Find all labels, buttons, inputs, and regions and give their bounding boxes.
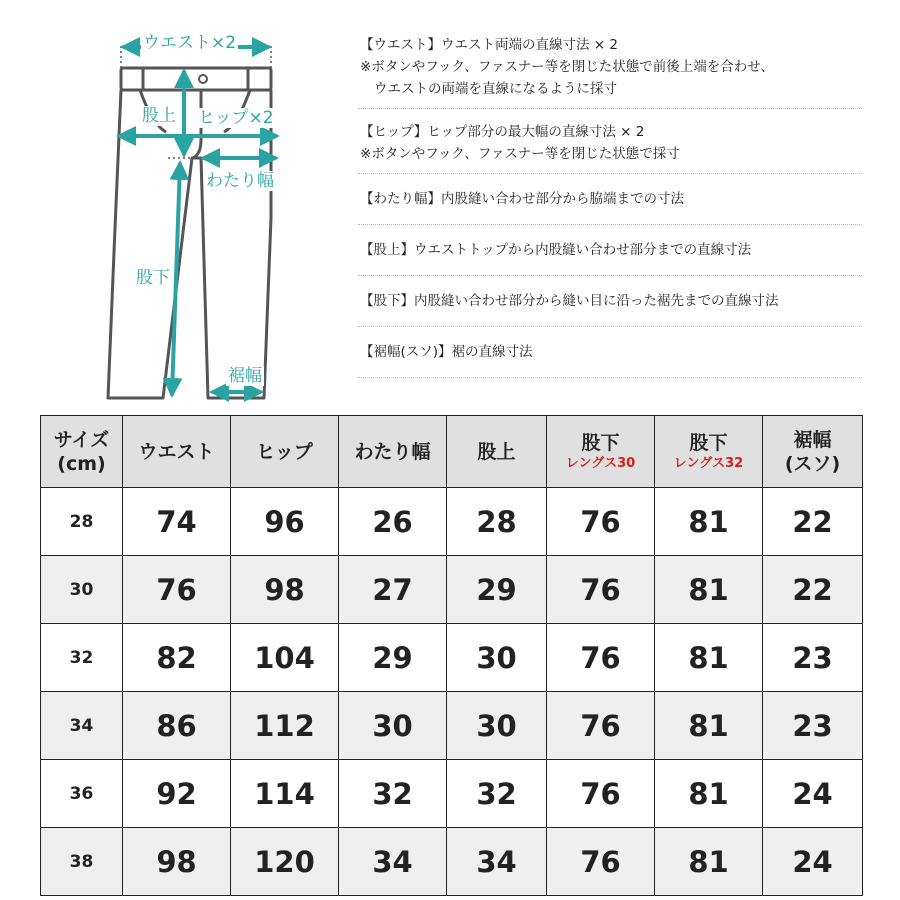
desc-line: ウエストの両端を直線になるように採寸 <box>374 81 617 97</box>
cell-thigh: 34 <box>339 828 447 896</box>
cell-rise: 30 <box>447 624 547 692</box>
cell-size: 34 <box>41 692 123 760</box>
pants-illustration <box>100 28 290 408</box>
desc-line: ※ボタンやフック、ファスナー等を閉じた状態で前後上端を合わせ、 <box>360 59 774 75</box>
header-inseam-32-label: 股下 <box>689 432 728 454</box>
table-body <box>41 488 863 896</box>
desc-waist <box>358 30 862 109</box>
table-row <box>41 488 863 556</box>
header-rise: 股上 <box>447 416 547 488</box>
header-hem <box>763 416 863 488</box>
cell-waist: 98 <box>123 828 231 896</box>
cell-inseam-32: 81 <box>655 828 763 896</box>
cell-hem: 23 <box>763 692 863 760</box>
cell-thigh: 32 <box>339 760 447 828</box>
header-size-label: サイズ <box>53 428 110 451</box>
cell-hip: 114 <box>231 760 339 828</box>
desc-hip <box>358 109 862 174</box>
cell-waist: 92 <box>123 760 231 828</box>
hem-label: 裾幅 <box>228 366 262 386</box>
table-header-row <box>41 416 863 488</box>
table-row <box>41 828 863 896</box>
cell-inseam-30: 76 <box>547 760 655 828</box>
cell-waist: 76 <box>123 556 231 624</box>
cell-size: 38 <box>41 828 123 896</box>
desc-line: ※ボタンやフック、ファスナー等を閉じた状態で採寸 <box>360 146 680 162</box>
cell-inseam-30: 76 <box>547 828 655 896</box>
cell-rise: 34 <box>447 828 547 896</box>
desc-line: 【ウエスト】ウエスト両端の直線寸法 × 2 <box>360 37 618 53</box>
cell-hem: 22 <box>763 556 863 624</box>
cell-waist: 74 <box>123 488 231 556</box>
cell-hem: 24 <box>763 828 863 896</box>
desc-hem <box>358 327 862 378</box>
header-thigh: わたり幅 <box>339 416 447 488</box>
cell-size: 36 <box>41 760 123 828</box>
cell-rise: 29 <box>447 556 547 624</box>
inseam-label: 股下 <box>136 268 170 288</box>
waist-label: ウエスト×2 <box>143 33 237 53</box>
header-inseam-30-label: 股下 <box>581 432 620 454</box>
cell-inseam-32: 81 <box>655 760 763 828</box>
desc-inseam <box>358 276 862 327</box>
cell-thigh: 30 <box>339 692 447 760</box>
cell-inseam-32: 81 <box>655 692 763 760</box>
cell-inseam-32: 81 <box>655 556 763 624</box>
cell-inseam-30: 76 <box>547 488 655 556</box>
header-hip: ヒップ <box>231 416 339 488</box>
desc-rise <box>358 225 862 276</box>
desc-line: 【股上】ウエストトップから内股縫い合わせ部分までの直線寸法 <box>360 242 752 258</box>
cell-thigh: 29 <box>339 624 447 692</box>
cell-inseam-30: 76 <box>547 624 655 692</box>
cell-waist: 86 <box>123 692 231 760</box>
cell-thigh: 26 <box>339 488 447 556</box>
desc-line: 【裾幅(スソ)】裾の直線寸法 <box>360 344 533 360</box>
table-row <box>41 760 863 828</box>
header-waist: ウエスト <box>123 416 231 488</box>
cell-inseam-32: 81 <box>655 488 763 556</box>
button-shape <box>199 75 207 83</box>
header-inseam-32-sub: レングス32 <box>673 456 744 471</box>
rise-label: 股上 <box>142 106 176 126</box>
desc-line: 【股下】内股縫い合わせ部分から縫い目に沿った裾先までの直線寸法 <box>360 293 779 309</box>
header-size <box>41 416 123 488</box>
desc-thigh <box>358 174 862 225</box>
cell-waist: 82 <box>123 624 231 692</box>
cell-inseam-32: 81 <box>655 624 763 692</box>
measurement-descriptions <box>358 30 862 378</box>
cell-inseam-30: 76 <box>547 556 655 624</box>
header-inseam-30-sub: レングス30 <box>565 456 636 471</box>
header-size-unit: (cm) <box>57 452 106 475</box>
header-hem-sub: (スソ) <box>784 452 841 475</box>
cell-size: 32 <box>41 624 123 692</box>
header-inseam-32 <box>655 416 763 488</box>
cell-hip: 120 <box>231 828 339 896</box>
cell-size: 28 <box>41 488 123 556</box>
cell-hip: 96 <box>231 488 339 556</box>
thigh-label: わたり幅 <box>206 171 274 191</box>
cell-hem: 22 <box>763 488 863 556</box>
cell-hip: 112 <box>231 692 339 760</box>
size-chart-table <box>40 415 863 896</box>
cell-hip: 98 <box>231 556 339 624</box>
cell-thigh: 27 <box>339 556 447 624</box>
hip-label: ヒップ×2 <box>198 108 274 128</box>
cell-hem: 24 <box>763 760 863 828</box>
cell-size: 30 <box>41 556 123 624</box>
pants-measurement-diagram <box>100 28 290 408</box>
cell-rise: 32 <box>447 760 547 828</box>
header-inseam-30 <box>547 416 655 488</box>
table-row <box>41 692 863 760</box>
cell-rise: 28 <box>447 488 547 556</box>
header-hem-label: 裾幅 <box>793 428 832 451</box>
desc-line: 【ヒップ】ヒップ部分の最大幅の直線寸法 × 2 <box>360 124 645 140</box>
table-row <box>41 556 863 624</box>
table-row <box>41 624 863 692</box>
cell-rise: 30 <box>447 692 547 760</box>
cell-hip: 104 <box>231 624 339 692</box>
cell-hem: 23 <box>763 624 863 692</box>
cell-inseam-30: 76 <box>547 692 655 760</box>
desc-line: 【わたり幅】内股縫い合わせ部分から脇端までの寸法 <box>360 191 684 207</box>
